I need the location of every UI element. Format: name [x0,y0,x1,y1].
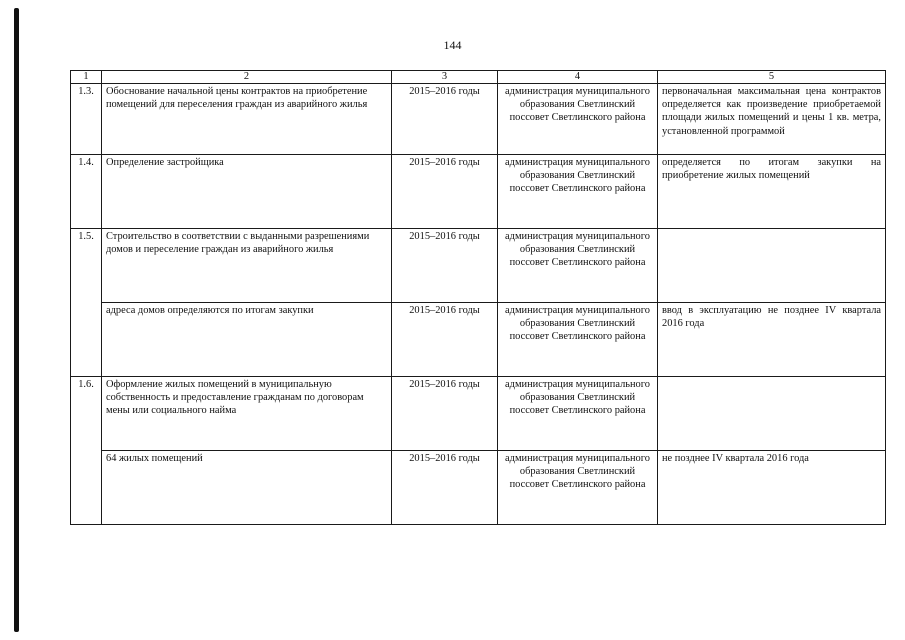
column-number-row [71,71,886,84]
item-number [71,303,102,377]
column-number: 3 [392,71,498,84]
table-row [71,84,886,155]
item-number: 1.3. [71,84,102,155]
measure-name: Обоснование начальной цены контрактов на приобретение помещений для переселения граждан из аварийного жилья [102,84,392,155]
measure-name: адреса домов определяются по итогам закупки [102,303,392,377]
executor: администрация муниципального образования Светлинский поссовет Светлинского района [498,451,658,525]
measure-name: Строительство в соответствии с выданными разрешениями домов и переселение граждан из аварийного жилья [102,229,392,303]
executor: администрация муниципального образования Светлинский поссовет Светлинского района [498,229,658,303]
table-row [71,451,886,525]
scan-edge-bar [14,8,19,632]
table-row [71,303,886,377]
column-number: 5 [658,71,886,84]
period: 2015–2016 годы [392,155,498,229]
result: первоначальная максимальная цена контрактов определяется как произведение приобретаемой площади жилых помещений и цены 1 кв. метра, установленной программой [658,84,886,155]
result: не позднее IV квартала 2016 года [658,451,886,525]
period: 2015–2016 годы [392,229,498,303]
executor: администрация муниципального образования Светлинский поссовет Светлинского района [498,303,658,377]
page-number: 144 [443,38,462,52]
period: 2015–2016 годы [392,84,498,155]
measures-table [70,70,886,525]
measure-name: Оформление жилых помещений в муниципальную собственность и предоставление гражданам по договорам мены или социального найма [102,377,392,451]
measure-name: 64 жилых помещений [102,451,392,525]
period: 2015–2016 годы [392,451,498,525]
item-number: 1.5. [71,229,102,303]
column-number: 4 [498,71,658,84]
measure-name: Определение застройщика [102,155,392,229]
column-number: 2 [102,71,392,84]
item-number [71,451,102,525]
period: 2015–2016 годы [392,377,498,451]
result: ввод в эксплуатацию не позднее IV квартала 2016 года [658,303,886,377]
period: 2015–2016 годы [392,303,498,377]
result: определяется по итогам закупки на приобретение жилых помещений [658,155,886,229]
table-row [71,229,886,303]
executor: администрация муниципального образования Светлинский поссовет Светлинского района [498,377,658,451]
table-row [71,155,886,229]
executor: администрация муниципального образования Светлинский поссовет Светлинского района [498,155,658,229]
table-row [71,377,886,451]
result [658,229,886,303]
column-number: 1 [71,71,102,84]
result [658,377,886,451]
item-number: 1.4. [71,155,102,229]
item-number: 1.6. [71,377,102,451]
executor: администрация муниципального образования Светлинский поссовет Светлинского района [498,84,658,155]
